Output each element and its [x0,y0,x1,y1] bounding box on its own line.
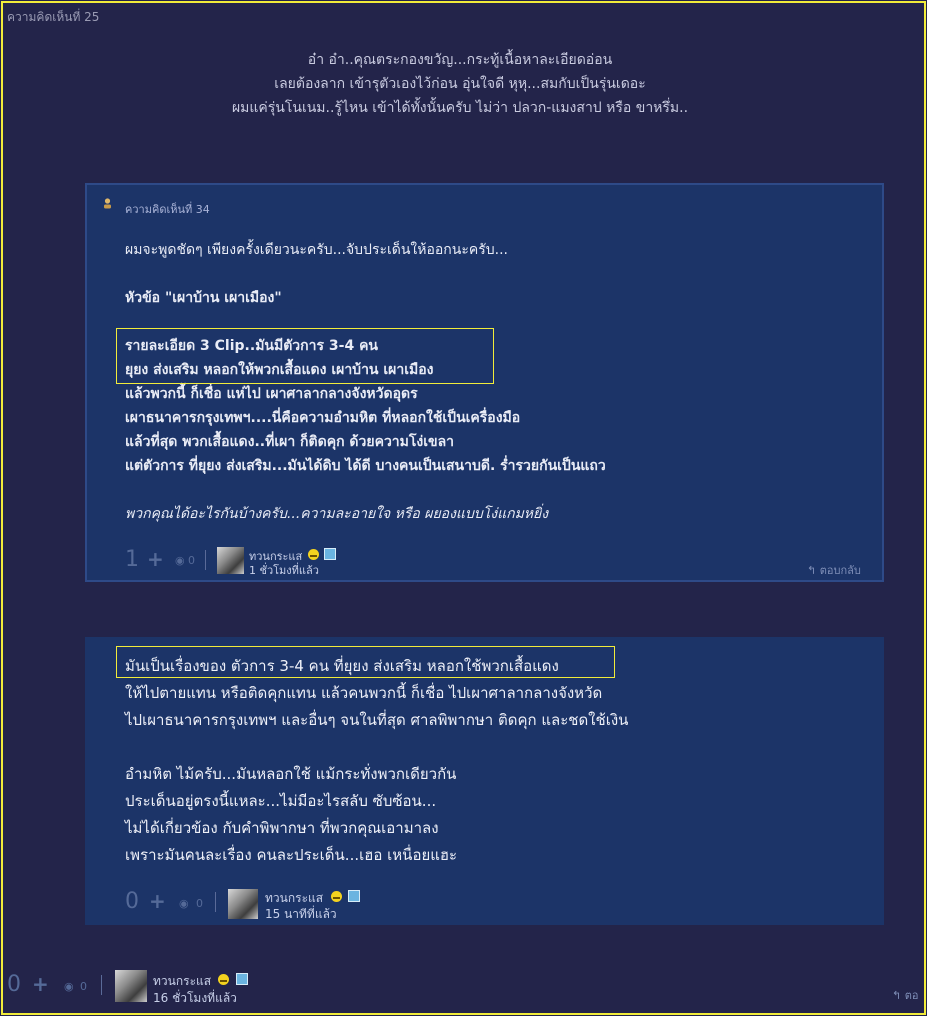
reply-icon: ↰ [807,564,820,577]
reply-line: อำมหิต ไม้ครับ...มันหลอกใช้ แม้กระทั่งพวกเดียวกัน [125,765,457,783]
reply-line: มันเป็นเรื่องของ ตัวการ 3-4 คน ที่ยุยง ส่งเสริม หลอกใช้พวกเสื้อแดง [125,657,559,675]
comment-number-label: ความคิดเห็นที่ 25 [7,10,100,24]
comment-34-detail-line: ยุยง ส่งเสริม หลอกให้พวกเสื้อแดง เผาบ้าน เผาเมือง [125,362,434,378]
like-count: 0 [125,889,139,914]
smiley-icon [308,549,319,560]
views-icon: ◉ [175,554,185,567]
reply-button[interactable] [892,986,918,1004]
member-badge-icon [348,890,360,902]
reply-comment [85,637,884,925]
reply-line: ให้ไปตายแทน หรือติดคุกแทน แล้วคนพวกนี้ ก็เชื่อ ไปเผาศาลากลางจังหวัด [125,684,603,702]
quoted-comment-34 [85,183,884,582]
avatar[interactable] [217,547,244,574]
comment-34-heading: หัวข้อ "เผาบ้าน เผาเมือง" [125,290,282,306]
plus-icon[interactable]: + [147,547,164,571]
comment-25-line: อ๋า อ๋า..คุณตระกองขวัญ...กระทู้เนื้อหาละเอียดอ่อน [307,52,613,68]
reply-line: ไปเผาธนาคารกรุงเทพฯ และอื่นๆ จนในที่สุด ศาลพิพากษา ติดคุก และชดใช้เงิน [125,711,629,729]
comment-25-body [100,48,820,120]
divider [215,892,216,912]
highlight-box [116,328,494,384]
divider [205,550,206,570]
user-icon [103,198,112,209]
smiley-icon [218,974,229,985]
reply-label: ตอบกลับ [819,564,861,577]
views-count: 0 [80,980,87,993]
comment-25-line: เลยต้องลาก เข้ารุตัวเองไว้ก่อน อุ่นใจดี หุหุ...สมกับเป็นรุ่นเดอะ [274,76,646,92]
comment-25-line: ผมแค่รุ่นโนเนม..รู้ไหน เข้าได้ทั้งนั้นครับ ไม่ว่า ปลวก-แมงสาป หรือ ขาหรึ่ม.. [231,100,689,116]
plus-icon[interactable]: + [32,972,49,996]
comment-34-detail-line: แล้วที่สุด พวกเสื้อแดง..ที่เผา ก็ติดคุก ด้วยความโง่เขลา [125,434,455,450]
timestamp: 1 ชั่วโมงที่แล้ว [249,564,319,577]
like-count: 1 [125,547,139,572]
views-count: 0 [188,554,195,567]
comment-34-italic-line: พวกคุณได้อะไรกันบ้างครับ...ความละอายใจ หรือ ผยองแบบโง่แกมหยิ่ง [125,506,549,522]
comment-34-detail-line: เผาธนาคารกรุงเทพฯ....นี่คือความอำมหิต ที่หลอกใช้เป็นเครื่องมือ [125,410,521,426]
reply-line: ประเด็นอยู่ตรงนี้แหละ...ไม่มีอะไรสลับ ซับซ้อน... [125,792,437,810]
comment-34-label: ความคิดเห็นที่ 34 [125,203,210,216]
timestamp: 15 นาทีที่แล้ว [265,907,337,921]
reply-line: เพราะมันคนละเรื่อง คนละประเด็น...เฮอ เหนื่อยแฮะ [125,846,458,864]
avatar[interactable] [115,970,147,1002]
comment-34-detail-line: แต่ตัวการ ที่ยุยง ส่งเสริม...มันได้ดิบ ได้ดี บางคนเป็นเสนาบดี. ร่ำรวยกันเป็นแถว [125,458,606,474]
plus-icon[interactable]: + [149,889,166,913]
member-badge-icon [236,973,248,985]
like-count: 0 [7,972,21,997]
views-icon: ◉ [64,980,74,993]
avatar[interactable] [228,889,258,919]
username[interactable]: ทวนกระแส [265,891,324,905]
username[interactable]: ทวนกระแส [249,550,303,563]
username[interactable]: ทวนกระแส [153,974,212,988]
comment-34-detail-line: แล้วพวกนี้ ก็เชื่อ แห่ไป เผาศาลากลางจังหวัดอุดร [125,386,418,402]
smiley-icon [331,891,342,902]
reply-line: ไม่ได้เกี่ยวข้อง กับคำพิพากษา ที่พวกคุณเอามาลง [125,819,439,837]
highlight-box [116,646,615,678]
divider [101,975,102,995]
reply-icon: ↰ [892,989,905,1002]
reply-label: ตอ [904,989,919,1002]
timestamp: 16 ชั่วโมงที่แล้ว [153,991,237,1005]
comment-34-detail-line: รายละเอียด 3 Clip..มันมีตัวการ 3-4 คน [125,338,379,354]
views-count: 0 [196,897,203,910]
comment-34-line: ผมจะพูดชัดๆ เพียงครั้งเดียวนะครับ...จับประเด็นให้ออกนะครับ... [125,242,508,258]
member-badge-icon [324,548,336,560]
reply-button[interactable] [807,561,861,579]
views-icon: ◉ [179,897,189,910]
